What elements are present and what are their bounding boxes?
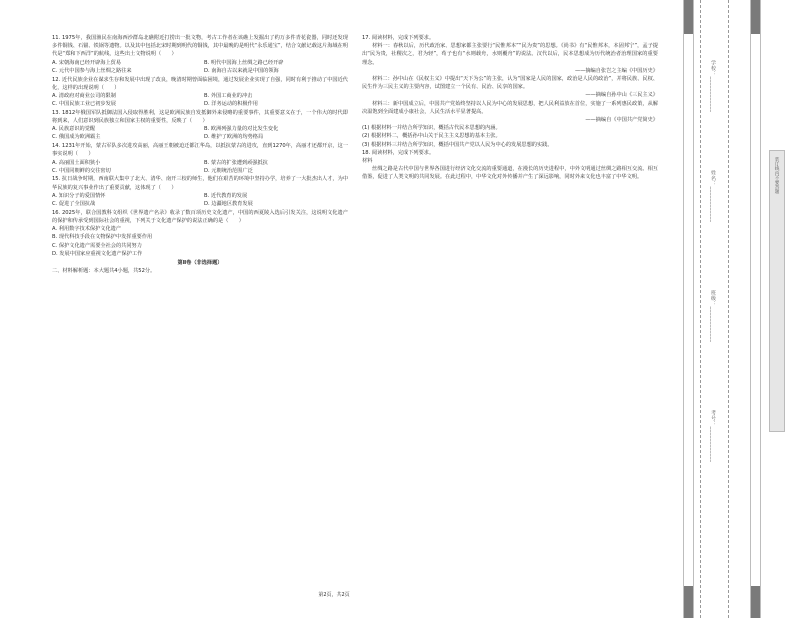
- name-field: 姓名：____________: [710, 170, 716, 223]
- option-a: A. 高丽国土面积狭小: [52, 159, 101, 166]
- material-1-source: ——摘编自张岂之主编《中国历史》: [574, 67, 658, 74]
- question-18-material: 丝绸之路是古代中国与世界各国进行经济文化交流的重要通道，在漫长的历史进程中，中外文明通过丝绸之路相互交流、相互借鉴，促进了人类文明的共同发展。在此过程中，中华文化对外传播并产生了深远影响，同时外来文化也丰富了中华文明。: [362, 166, 658, 181]
- question-16: [52, 209, 348, 258]
- question-options: [52, 92, 348, 108]
- strip-block: [751, 586, 760, 618]
- question-17-title: 17. 阅读材料，完成下列要求。: [362, 35, 435, 41]
- option-d: D. 维护了欧洲的均势格局: [204, 134, 264, 141]
- question-15: [52, 175, 348, 208]
- option-b: B. 近代教育的发展: [204, 192, 248, 199]
- question-14: [52, 142, 348, 175]
- option-a: A. 利用数字技术保护文化遗产: [52, 226, 122, 233]
- material-3-source: ——摘编自《中国共产党简史》: [585, 117, 658, 124]
- option-b: B. 现代科技手段在文物保护中发挥重要作用: [52, 234, 153, 241]
- option-b: B. 外国工商业的冲击: [204, 92, 253, 99]
- material-2-source: ——摘编自孙中山《三民主义》: [585, 92, 658, 99]
- question-18-title: 18. 阅读材料，完成下列要求。: [362, 149, 435, 156]
- option-c: C. 促进了全国抗战: [52, 201, 96, 208]
- requirement-3: (3) 根据材料三并结合所学知识，概括中国共产党以人民为中心的发展思想的实践。: [362, 141, 553, 148]
- class-field: 班级：____________: [710, 290, 716, 343]
- question-11: [52, 34, 348, 75]
- question-stem: 14. 1231年开始，蒙古军队多次进攻高丽，高丽王朝被迫迁都江华岛，以抵抗蒙古的进攻，直到1270年，高丽才还都开京，这一事实说明（ ）: [52, 143, 348, 158]
- strip-block: [684, 0, 693, 34]
- question-options: [52, 59, 348, 75]
- option-d: D. 元朝统治范围广泛: [204, 167, 253, 174]
- question-options: [52, 125, 348, 141]
- option-d: D. 南海自古以来就是中国的领海: [204, 67, 279, 74]
- question-13: [52, 109, 348, 142]
- option-a: A. 清政府对商业公司的限制: [52, 92, 116, 99]
- right-column: [362, 34, 658, 182]
- material-3: 材料三：新中国成立后，中国共产党始终坚持以人民为中心的发展思想，把人民利益放在首位，实施了一系列惠民政策，从解决温饱到全面建成小康社会，人民生活水平显著提高。: [362, 100, 658, 115]
- notice-text: 装订线内不要答题: [774, 157, 779, 194]
- binding-notice: [769, 150, 785, 432]
- binding-strip: [750, 0, 761, 618]
- binding-strip: [683, 0, 694, 618]
- option-a: A. 知识分子的爱国情怀: [52, 192, 106, 199]
- strip-block: [751, 0, 760, 34]
- option-a: A. 宋朝海南已经开辟海上贸易: [52, 59, 122, 66]
- option-c: C. 俄国成为欧洲霸主: [52, 134, 101, 141]
- strip-block: [684, 586, 693, 618]
- option-c: C. 元代中国参与海上丝绸之路往来: [52, 67, 132, 74]
- material-1: 材料一：春秋以后，历代政治家、思想家都主张要行“民惟邦本”“民为贵”的思想。《尚书》有“民惟邦本，本固邦宁”，孟子提出“民为贵，社稷次之，君为轻”，荀子也有“水则载舟，水则覆舟”的说法。汉代以后，民本思想成为历代统治者治理国家的重要理念。: [362, 43, 658, 66]
- question-stem: 11. 1975年，我国渔民在南海西沙群岛北礁附近打捞出一批文物，考古工作者在该礁上发掘出了约万多件青花瓷器，同时还发现多件铜钱、石锚、铁锅等遗物。以及其中包括北宋时期到明代的铜钱，其中最晚的是明代“永乐通宝”，结合文献记载这片海域在明代是“郑和下西洋”的航线，这些出土文物说明（ ）: [52, 35, 348, 58]
- option-c: C. 中国同朝鲜的交往密切: [52, 167, 111, 174]
- option-d: D. 边疆地区教育发展: [204, 201, 253, 208]
- option-d: D. 洋务运动的积极作用: [204, 101, 258, 108]
- left-column: [52, 34, 348, 275]
- cut-line: [728, 0, 729, 618]
- question-12: [52, 76, 348, 109]
- question-options: [52, 192, 348, 208]
- option-b: B. 欧洲列强力量的对比发生变化: [204, 126, 279, 133]
- option-b: B. 蒙古的扩张遭到顽强抵抗: [204, 159, 268, 166]
- requirement-1: (1) 根据材料一并结合所学知识，概括古代民本思想的内涵。: [362, 125, 501, 132]
- question-18-label: 材料: [362, 158, 373, 165]
- number-field: 考号：____________: [710, 410, 716, 463]
- question-stem: 15. 抗日战争时期，西南联大集中了北大、清华、南开三校的师生，他们在艰苦的环境中坚持办学，培养了一大批杰出人才，为中华民族的复兴事业作出了重要贡献，这体现了（ ）: [52, 176, 348, 191]
- question-options: [52, 225, 348, 258]
- section-note: 二、材料解析题：本大题共4小题，共52分。: [52, 268, 156, 275]
- option-d: D. 发展中国家应重视文化遗产保护工作: [52, 250, 143, 257]
- question-stem: 13. 1812年俄国军队抵御法国入侵取得胜利，这是欧洲民族自发抵御外来侵略的重要事件，其重要意义在于，一个伟大的时代即将到来，人们意识到民族独立和国家主权的重要性，反映了（ ）: [52, 109, 348, 125]
- material-2: 材料二：孙中山在《民权主义》中提出“天下为公”的主张，认为“国家是人民的国家，政治是人民的政治”，并将民族、民权、民生作为三民主义的主要内容，试图建立一个民有、民治、民享的国家。: [362, 76, 658, 91]
- section-title: 第Ⅱ卷（非选择题）: [177, 259, 223, 266]
- option-a: A. 民族意识的觉醒: [52, 126, 96, 133]
- school-field: 学校：____________: [710, 60, 716, 113]
- question-options: [52, 159, 348, 175]
- question-stem: 12. 近代民族企业在谋求生存和发展中出现了改良，晚清时期曾面临困境，通过发展企业实现了自强，同时有利于推动了中国近代化，这样的出现说明（ ）: [52, 76, 348, 91]
- option-b: B. 明代中国海上丝绸之路已经开辟: [204, 59, 284, 66]
- page-footer: 第2页，共2页: [318, 592, 350, 598]
- requirement-2: (2) 根据材料二，概括孙中山关于民主主义思想的基本主张。: [362, 133, 501, 140]
- option-c: C. 中国民族工业已初步发展: [52, 101, 116, 108]
- option-c: C. 保护文化遗产需要全社会的共同努力: [52, 242, 142, 249]
- cut-line: [700, 0, 701, 618]
- question-stem: 16. 2025年，联合国教科文组织《世界遗产名录》收录了数百项历史文化遗产，中国的西夏陵入选后引发关注，这说明文化遗产的保护和传承受到国际社会的重视，下列关于文化遗产保护的说法正确的是（ ）: [52, 209, 348, 224]
